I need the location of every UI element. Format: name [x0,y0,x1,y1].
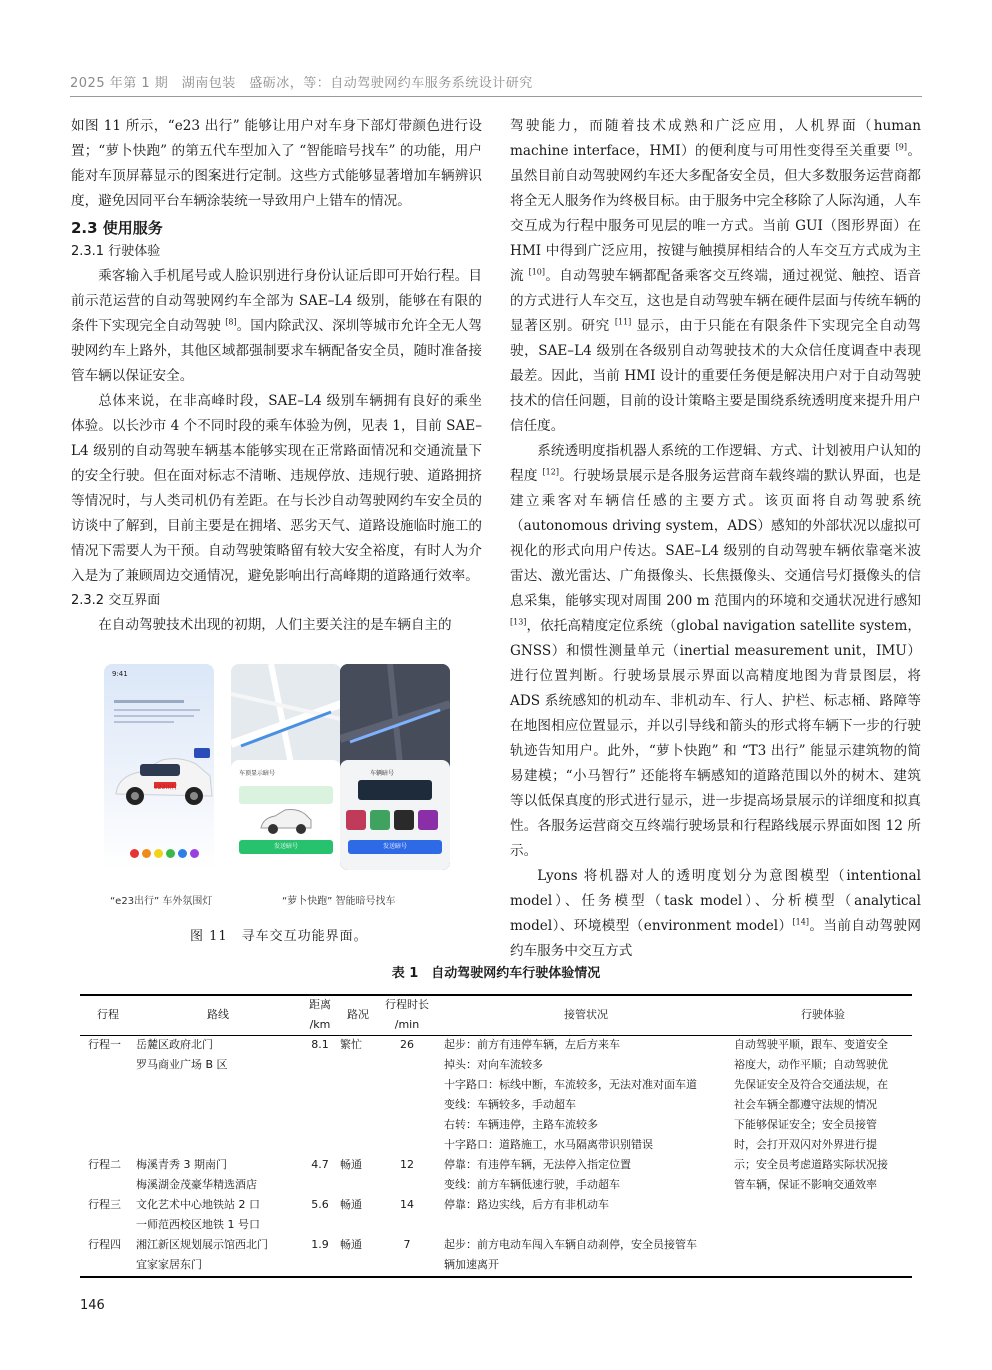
car-image [110,746,214,816]
color-dot-purple [190,849,199,858]
paragraph: 如图 11 所示，“e23 出行” 能够让用户对车身下部灯带颜色进行设置；“萝卜快跑” 的第五代车型加入了 “智能暗号找车” 的功能，用户能对车顶屏幕显示的图案进行定制。这些方式能够显著增加车辆辨识度，避免因同平台车辆涂装统一导致用户上错车的情况。 [71,118,482,209]
color-dot-red [130,849,139,858]
table-header-cell: 行驶体验 [801,1008,845,1021]
table-header-cell: 行程时长 [385,998,429,1011]
table-cell-route: 文化艺术中心地铁站 2 口 [136,1198,260,1211]
citation: [12] [542,467,559,477]
send-button: 发送暗号 [348,840,442,854]
panel-title: 车辆暗号 [370,770,395,777]
table-cell-distance: 4.7 [311,1158,329,1171]
citation: [14] [792,917,809,927]
table-cell-takeover: 十字路口：道路施工，水马隔离带识别错误 [444,1138,653,1151]
table-cell-distance: 1.9 [311,1238,329,1251]
table-bottom-rule [80,1276,912,1278]
table-cell-trip: 行程二 [88,1158,121,1171]
table-cell-takeover: 停靠：有违停车辆，无法停入指定位置 [444,1158,631,1171]
table-cell-route: 岳麓区政府北门 [136,1038,213,1051]
map-image-dark [340,664,450,764]
color-dot-yellow [154,849,163,858]
car-icon [257,806,315,836]
table-cell-experience: 管车辆，保证不影响交通效率 [734,1178,877,1191]
table-cell-duration: 26 [400,1038,414,1051]
table-cell-trip: 行程三 [88,1198,121,1211]
table-cell-trip: 行程四 [88,1238,121,1251]
phone-screenshot-apollo-dark [340,664,450,870]
table-header-cell: /km [309,1018,331,1031]
table-cell-takeover: 右转：车辆违停，主路车流较多 [444,1118,598,1131]
color-dot-orange [142,849,151,858]
table-cell-takeover: 停靠：路边实线，后方有非机动车 [444,1198,609,1211]
left-column [71,114,482,638]
figure-caption: 图 11 寻车交互功能界面。 [190,929,368,944]
table-cell-route: 湘江新区规划展示馆西北门 [136,1238,268,1251]
table-cell-takeover: 起步：前方电动车闯入车辆自动刹停，安全员接管车 [444,1238,697,1251]
brand-label: e23出行 [154,784,178,791]
table-cell-trip: 行程一 [88,1038,121,1051]
table-cell-route: 梅溪青秀 3 期南门 [136,1158,227,1171]
table-title: 表 1 自动驾驶网约车行驶体验情况 [391,966,601,981]
table-cell-route: 一师范西校区地铁 1 号口 [136,1218,260,1231]
table-header-cell: /min [394,1018,420,1031]
phone-screenshot-apollo-light [231,664,341,870]
send-button: 发送暗号 [239,840,333,854]
table-cell-route: 罗马商业广场 B 区 [136,1058,228,1071]
color-dot-green [166,849,175,858]
page-number: 146 [80,1298,105,1313]
table-cell-route: 梅溪湖金茂豪华精选酒店 [136,1178,257,1191]
table-header-cell: 距离 [309,998,331,1011]
table-cell-experience: 先保证安全及符合交通法规，在 [734,1078,888,1091]
header-rule [70,96,922,97]
table-cell-road: 繁忙 [340,1038,362,1051]
table-cell-road: 畅通 [340,1198,362,1211]
running-header: 2025 年第 1 期 湖南包装 盛砺冰，等：自动驾驶网约车服务系统设计研究 [70,76,533,91]
table-cell-duration: 12 [400,1158,414,1171]
paragraph: 驾驶能力，而随着技术成熟和广泛应用，人机界面（human machine interface，HMI）的便利度与可用性变得至关重要 [9]。虽然目前自动驾驶网约车还大多配备安全员，但大多数服务运营商都将全无人服务作为终极目标。由于服务中完全移除了人际沟通，人车交互成为行程中服务可见层的唯一方式。当前 GUI（图形界面）在 HMI 中得到广泛应用，按键与触摸屏相结合的人车交互方式成为主流 [10]。自动驾驶车辆都配备乘客交互终端，通过视觉、触控、语音的方式进行人车交互，这也是自动驾驶车辆在硬件层面与传统车辆的显著区别。研究 [11] 显示，由于只能在有限条件下实现完全自动驾驶，SAE–L4 级别在各级别自动驾驶技术的大众信任度调查中表现最差。因此，当前 HMI 设计的重要任务便是解决用户对于自动驾驶技术的信任问题，目前的设计策略主要是围绕系统透明度来提升用户信任度。 [510,118,922,434]
table-cell-distance: 8.1 [311,1038,329,1051]
subfigure-caption: “萝卜快跑” 智能暗号找车 [282,896,396,907]
citation: [9] [895,142,908,152]
figure-11 [104,660,449,910]
paragraph: Lyons 将机器对人的透明度划分为意图模型（intentional model）、任务模型（task model）、分析模型（analytical model）、环境模型（environment model）[14]。当前自动驾驶网约车服务中交互方式 [510,868,922,959]
table-cell-experience: 自动驾驶平顺，跟车、变道安全 [734,1038,888,1051]
table-header-cell: 行程 [97,1008,119,1021]
phone-screenshot-e23 [104,664,214,870]
citation: [11] [614,317,632,327]
table-header-cell: 路况 [347,1008,369,1021]
table-cell-takeover: 变线：前方车辆低速行驶，手动超车 [444,1178,620,1191]
right-column [510,114,921,964]
table-header-cell: 路线 [207,1008,229,1021]
table-cell-road: 畅通 [340,1238,362,1251]
citation: [8] [225,317,237,327]
table-cell-duration: 14 [400,1198,414,1211]
table-header-cell: 接管状况 [564,1008,608,1021]
table-cell-experience: 示；安全员考虑道路实际状况接 [734,1158,888,1171]
citation: [10] [528,267,546,277]
paragraph: 总体来说，在非高峰时段，SAE–L4 级别车辆拥有良好的乘坐体验。以长沙市 4 个不同时段的乘车体验为例，见表 1，目前 SAE–L4 级别的自动驾驶车辆基本能够实现在正常路面情况和交通流量下的安全行驶。但在面对标志不清晰、违规停放、违规行驶、道路拥挤等情况时，与人类司机仍有差距。在与长沙自动驾驶网约车安全员的访谈中了解到，目前主要是在拥堵、恶劣天气、道路设施临时施工的情况下需要人为干预。自动驾驶策略留有较大安全裕度，有时人为介入是为了兼顾周边交通情况，避免影响出行高峰期的道路通行效率。 [71,393,482,584]
subfigure-caption: “e23出行” 车外氛围灯 [110,896,213,907]
table-cell-takeover: 辆加速离开 [444,1258,499,1271]
section-heading: 2.3 使用服务 [71,219,163,237]
subsection-heading: 2.3.1 行驶体验 [71,244,161,259]
table-top-rule [80,994,912,996]
table-cell-distance: 5.6 [311,1198,329,1211]
table-cell-takeover: 十字路口：标线中断，车流较多，无法对准对面车道 [444,1078,697,1091]
table-cell-road: 畅通 [340,1158,362,1171]
color-dot-blue [178,849,187,858]
panel-title: 车顶显示暗号 [239,770,276,777]
map-image [231,664,341,764]
status-time: 9:41 [112,670,128,678]
table-cell-takeover: 掉头：对向车流较多 [444,1058,543,1071]
table-cell-takeover: 变线：车辆较多，手动超车 [444,1098,576,1111]
table-cell-route: 宜家家居东门 [136,1258,202,1271]
table-cell-experience: 下能够保证安全；安全员接管 [734,1118,877,1131]
paragraph: 乘客输入手机尾号或人脸识别进行身份认证后即可开始行程。目前示范运营的自动驾驶网约车全部为 SAE–L4 级别，能够在有限的条件下实现完全自动驾驶 [8]。国内除武汉、深圳等城市允许全无人驾驶网约车上路外，其他区域都强制要求车辆配备安全员，随时准备接管车辆以保证安全。 [71,268,482,384]
table-cell-experience: 社会车辆全都遵守法规的情况 [734,1098,877,1111]
table-cell-takeover: 起步：前方有违停车辆，左后方来车 [444,1038,620,1051]
citation: [13] [510,617,527,627]
paragraph: 系统透明度指机器人系统的工作逻辑、方式、计划被用户认知的程度 [12]。行驶场景展示是各服务运营商车载终端的默认界面，也是建立乘客对车辆信任感的主要方式。该页面将自动驾驶系统（autonomous driving system，ADS）感知的外部状况以虚拟可视化的形式向用户传达。SAE–L4 级别的自动驾驶车辆依靠毫米波雷达、激光雷达、广角摄像头、长焦摄像头、交通信号灯摄像头的信息采集，能够实现对周围 200 m 范围内的环境和交通状况进行感知 [13]，依托高精度定位系统（global navigation satellite system，GNSS）和惯性测量单元（inertial measurement unit，IMU）进行位置判断。行驶场景展示界面以高精度地图为背景图层，将 ADS 系统感知的机动车、非机动车、行人、护栏、标志桶、路障等在地图相应位置显示，并以引导线和箭头的形式将车辆下一步的行驶轨迹告知用户。此外，“萝卜快跑” 和 “T3 出行” 能显示建筑物的简易建模；“小马智行” 还能将车辆感知的道路范围以外的树木、建筑等以低保真度的形式进行显示，进一步提高场景展示的详细度和拟真性。各服务运营商交互终端行驶场景和行程路线展示界面如图 12 所示。 [510,443,922,859]
paragraph: 在自动驾驶技术出现的初期，人们主要关注的是车辆自主的 [98,617,452,633]
table-cell-duration: 7 [403,1238,411,1251]
table-cell-experience: 时，会打开双闪对外界进行提 [734,1138,877,1151]
subsection-heading: 2.3.2 交互界面 [71,593,161,608]
table-cell-experience: 裕度大，动作平顺；自动驾驶优 [734,1058,888,1071]
